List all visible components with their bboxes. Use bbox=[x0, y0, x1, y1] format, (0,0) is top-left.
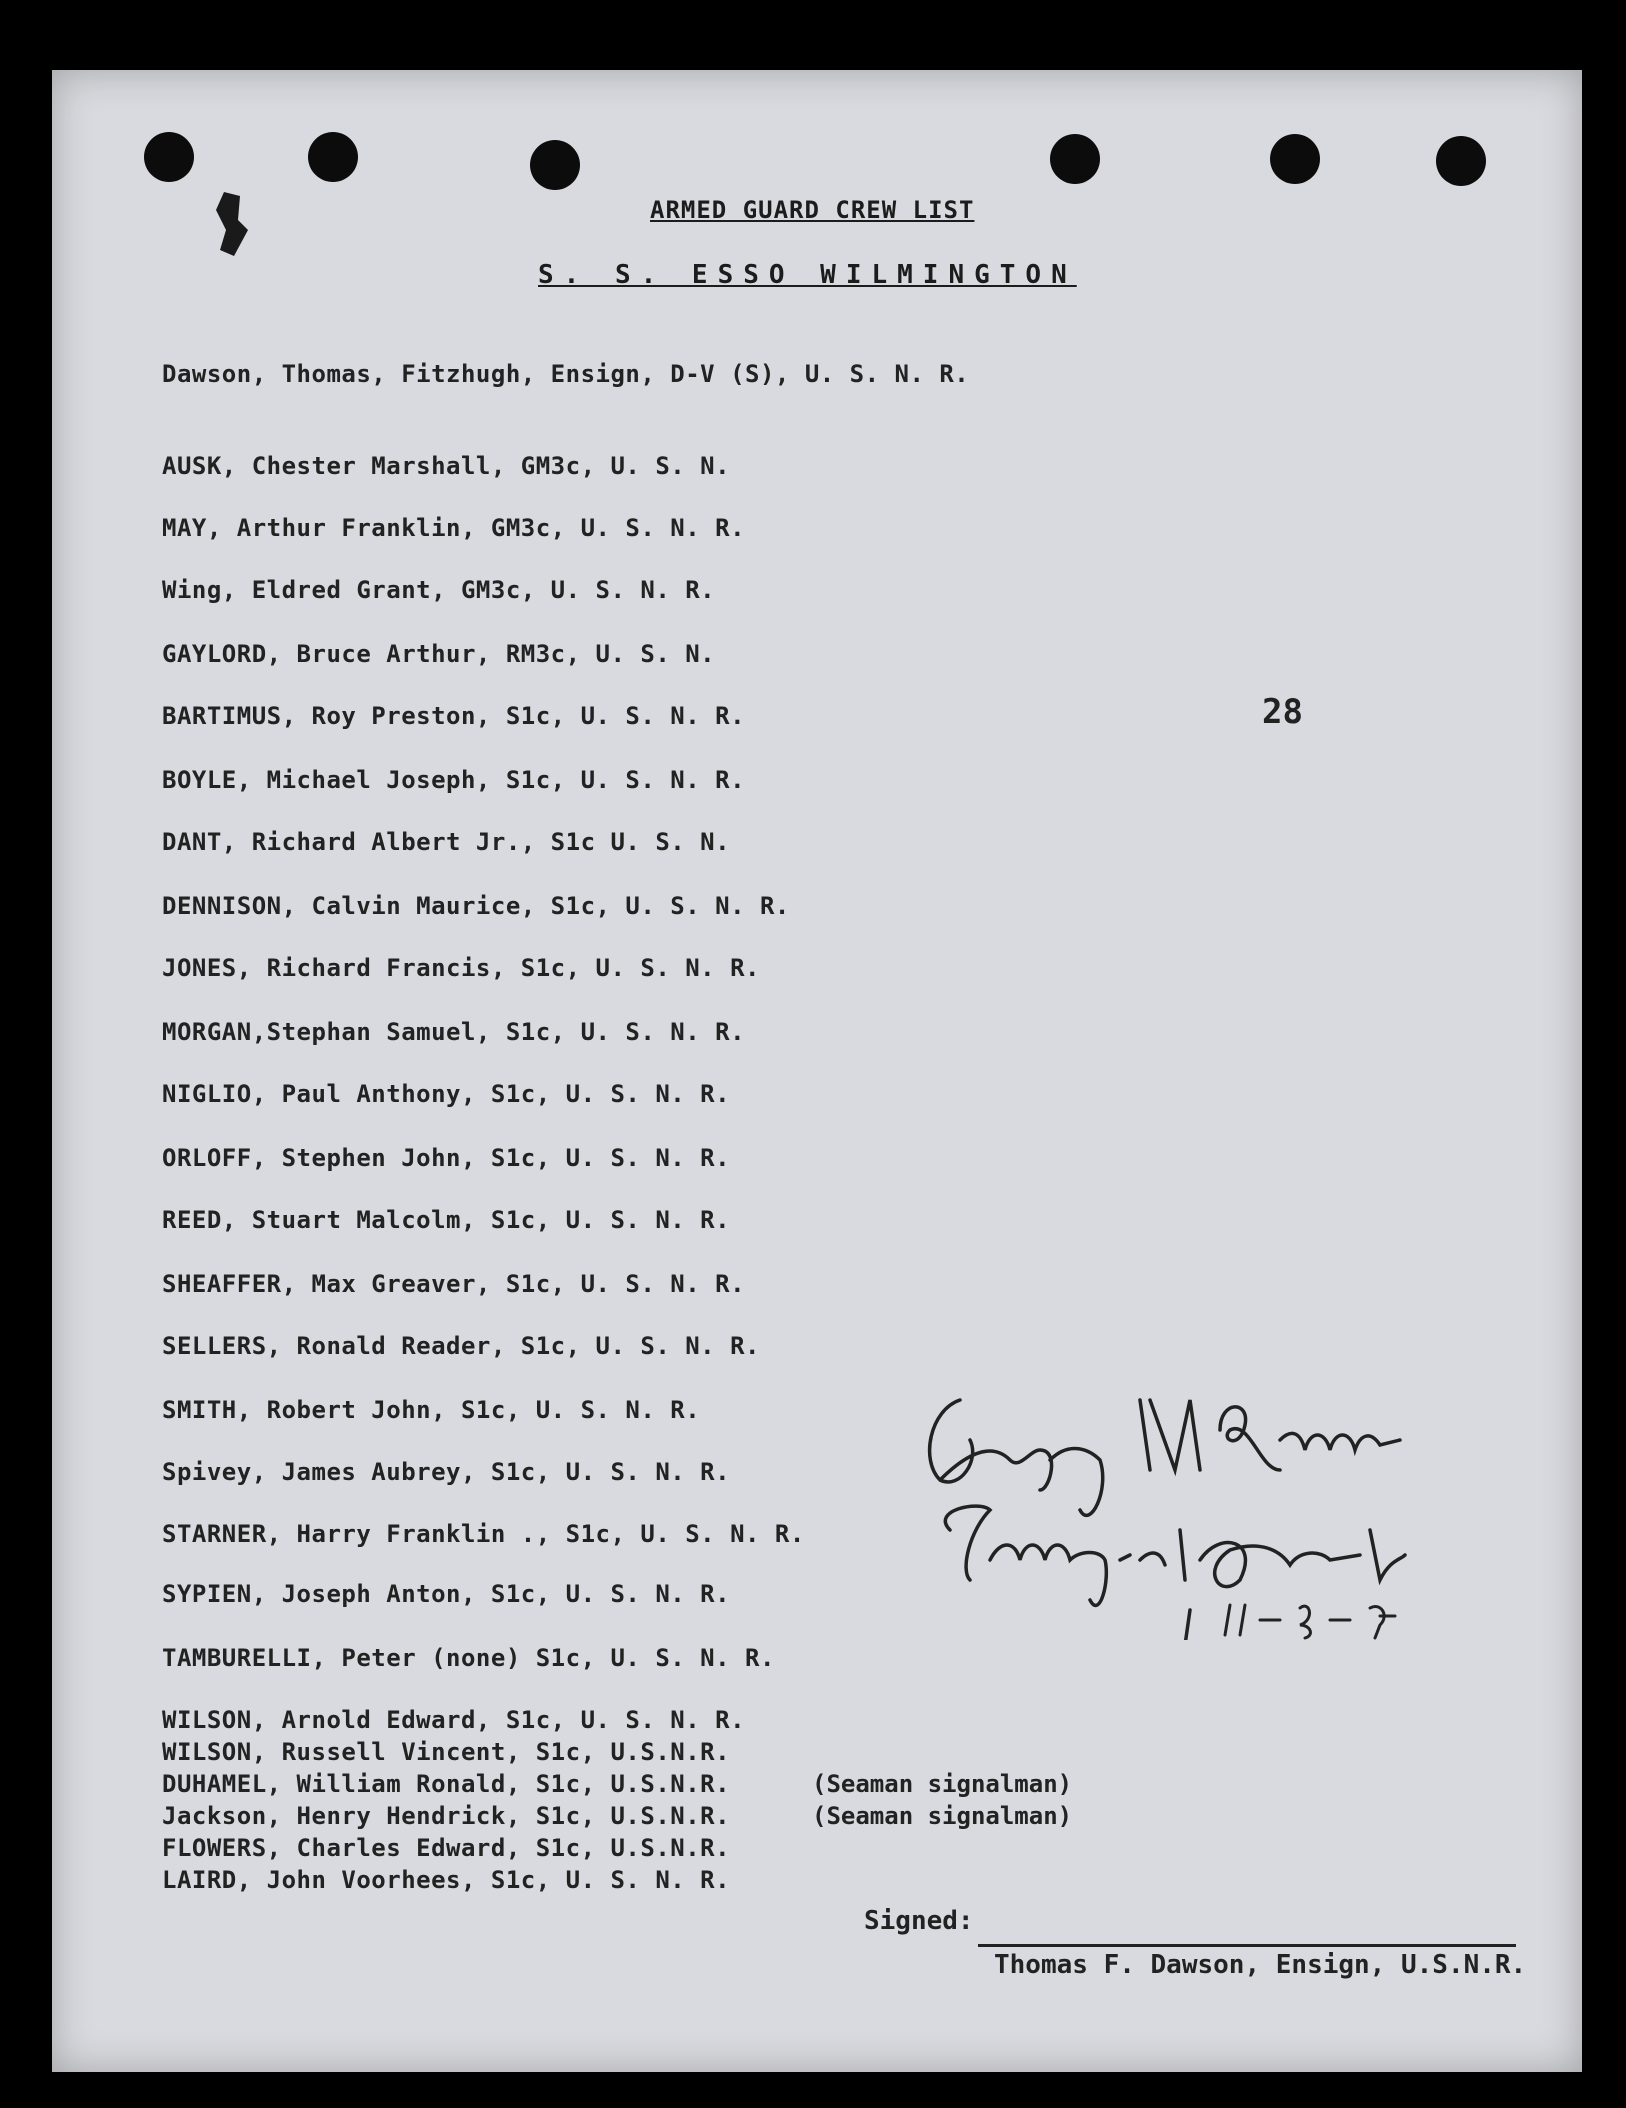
crew-entry: SHEAFFER, Max Greaver, S1c, U. S. N. R. bbox=[162, 1270, 746, 1298]
crew-note: (Seaman signalman) bbox=[812, 1802, 1073, 1830]
crew-note: (Seaman signalman) bbox=[812, 1770, 1073, 1798]
signature-line bbox=[978, 1944, 1516, 1947]
signed-label: Signed: bbox=[864, 1906, 974, 1936]
additional-crew-entry: LAIRD, John Voorhees, S1c, U. S. N. R. bbox=[162, 1866, 731, 1894]
punch-hole bbox=[1436, 136, 1486, 186]
document-title: ARMED GUARD CREW LIST bbox=[650, 196, 975, 224]
crew-entry: TAMBURELLI, Peter (none) S1c, U. S. N. R. bbox=[162, 1644, 775, 1672]
crew-entry: JONES, Richard Francis, S1c, U. S. N. R. bbox=[162, 954, 760, 982]
punch-hole bbox=[1270, 134, 1320, 184]
punch-hole bbox=[530, 140, 580, 190]
officer-line: Dawson, Thomas, Fitzhugh, Ensign, D-V (S), U. S. N. R. bbox=[162, 360, 970, 388]
crew-entry: MAY, Arthur Franklin, GM3c, U. S. N. R. bbox=[162, 514, 746, 542]
crew-entry: STARNER, Harry Franklin ., S1c, U. S. N. R. bbox=[162, 1520, 805, 1548]
crew-entry: REED, Stuart Malcolm, S1c, U. S. N. R. bbox=[162, 1206, 731, 1234]
crew-entry: DENNISON, Calvin Maurice, S1c, U. S. N. R. bbox=[162, 892, 790, 920]
ship-name: S. S. ESSO WILMINGTON bbox=[538, 260, 1077, 290]
crew-entry: Spivey, James Aubrey, S1c, U. S. N. R. bbox=[162, 1458, 731, 1486]
page-number: 28 bbox=[1262, 692, 1303, 732]
handwritten-inspector-signature bbox=[900, 1380, 1540, 1640]
additional-crew-entry: WILSON, Arnold Edward, S1c, U. S. N. R. bbox=[162, 1706, 746, 1734]
punch-hole bbox=[308, 132, 358, 182]
signer-name: Thomas F. Dawson, Ensign, U.S.N.R. bbox=[994, 1950, 1527, 1980]
crew-entry: SMITH, Robert John, S1c, U. S. N. R. bbox=[162, 1396, 701, 1424]
crew-entry: NIGLIO, Paul Anthony, S1c, U. S. N. R. bbox=[162, 1080, 731, 1108]
crew-entry: GAYLORD, Bruce Arthur, RM3c, U. S. N. bbox=[162, 640, 716, 668]
ink-blot-icon bbox=[212, 190, 252, 260]
crew-entry: MORGAN,Stephan Samuel, S1c, U. S. N. R. bbox=[162, 1018, 746, 1046]
crew-entry: SELLERS, Ronald Reader, S1c, U. S. N. R. bbox=[162, 1332, 760, 1360]
crew-entry: DANT, Richard Albert Jr., S1c U. S. N. bbox=[162, 828, 731, 856]
crew-entry: AUSK, Chester Marshall, GM3c, U. S. N. bbox=[162, 452, 731, 480]
crew-entry: BOYLE, Michael Joseph, S1c, U. S. N. R. bbox=[162, 766, 746, 794]
punch-hole bbox=[1050, 134, 1100, 184]
additional-crew-entry: WILSON, Russell Vincent, S1c, U.S.N.R. bbox=[162, 1738, 731, 1766]
crew-entry: ORLOFF, Stephen John, S1c, U. S. N. R. bbox=[162, 1144, 731, 1172]
additional-crew-entry: DUHAMEL, William Ronald, S1c, U.S.N.R. bbox=[162, 1770, 731, 1798]
crew-entry: SYPIEN, Joseph Anton, S1c, U. S. N. R. bbox=[162, 1580, 731, 1608]
crew-entry: Wing, Eldred Grant, GM3c, U. S. N. R. bbox=[162, 576, 716, 604]
additional-crew-entry: FLOWERS, Charles Edward, S1c, U.S.N.R. bbox=[162, 1834, 731, 1862]
punch-hole bbox=[144, 132, 194, 182]
additional-crew-entry: Jackson, Henry Hendrick, S1c, U.S.N.R. bbox=[162, 1802, 731, 1830]
crew-entry: BARTIMUS, Roy Preston, S1c, U. S. N. R. bbox=[162, 702, 746, 730]
